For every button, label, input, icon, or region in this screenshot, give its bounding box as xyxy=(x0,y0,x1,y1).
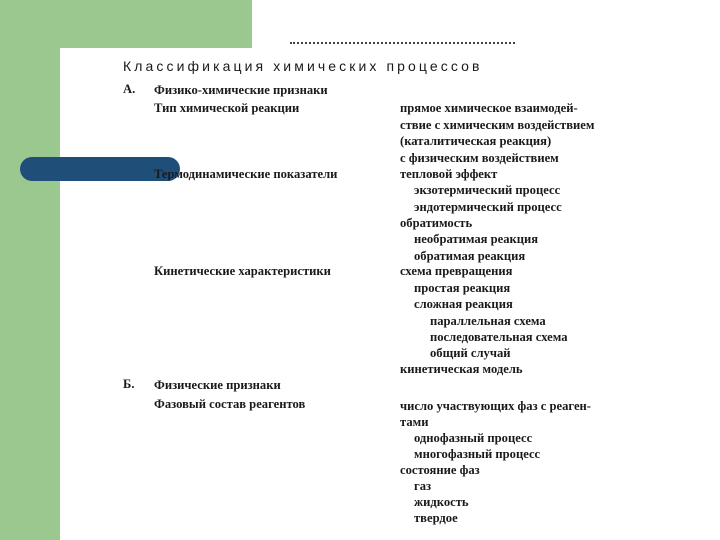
cropped-top-line xyxy=(290,42,515,47)
right-line: общий случай xyxy=(430,346,511,360)
label-phase-composition: Фазовый состав реагентов xyxy=(154,397,306,411)
right-line: состояние фаз xyxy=(400,463,480,477)
right-line: экзотермический процесс xyxy=(414,183,561,197)
label-kinetics: Кинетические характеристики xyxy=(154,264,331,278)
right-line: число участвующих фаз с реаген- xyxy=(400,399,591,413)
right-line: (каталитическая реакция) xyxy=(400,134,552,148)
right-line: тепловой эффект xyxy=(400,167,498,181)
right-line: параллельная схема xyxy=(430,314,546,328)
right-line: тами xyxy=(400,415,429,429)
right-line: схема превращения xyxy=(400,264,513,278)
right-line: многофазный процесс xyxy=(414,447,541,461)
right-line: последовательная схема xyxy=(430,330,568,344)
section-b-heading: Физические признаки xyxy=(154,378,281,392)
right-line: жидкость xyxy=(414,495,469,509)
right-line: обратимость xyxy=(400,216,473,230)
right-line: однофазный процесс xyxy=(414,431,533,445)
right-line: обратимая реакция xyxy=(414,249,526,263)
right-line: кинетическая модель xyxy=(400,362,523,376)
right-line: твердое xyxy=(414,511,458,525)
right-line: прямое химическое взаимодей- xyxy=(400,101,578,115)
right-line: сложная реакция xyxy=(414,297,513,311)
page-title: Классификация химических процессов xyxy=(123,58,483,74)
section-b-marker: Б. xyxy=(123,377,135,391)
label-thermodynamics: Термодинамические показатели xyxy=(154,167,338,181)
right-line: необратимая реакция xyxy=(414,232,539,246)
right-line: с физическим воздействием xyxy=(400,151,559,165)
section-a-marker: А. xyxy=(123,82,136,96)
right-line: ствие с химическим воздействием xyxy=(400,118,595,132)
right-line: газ xyxy=(414,479,432,493)
section-a-heading: Физико-химические признаки xyxy=(154,83,328,97)
right-line: простая реакция xyxy=(414,281,511,295)
label-reaction-type: Тип химической реакции xyxy=(154,101,300,115)
right-line: эндотермический процесс xyxy=(414,200,562,214)
